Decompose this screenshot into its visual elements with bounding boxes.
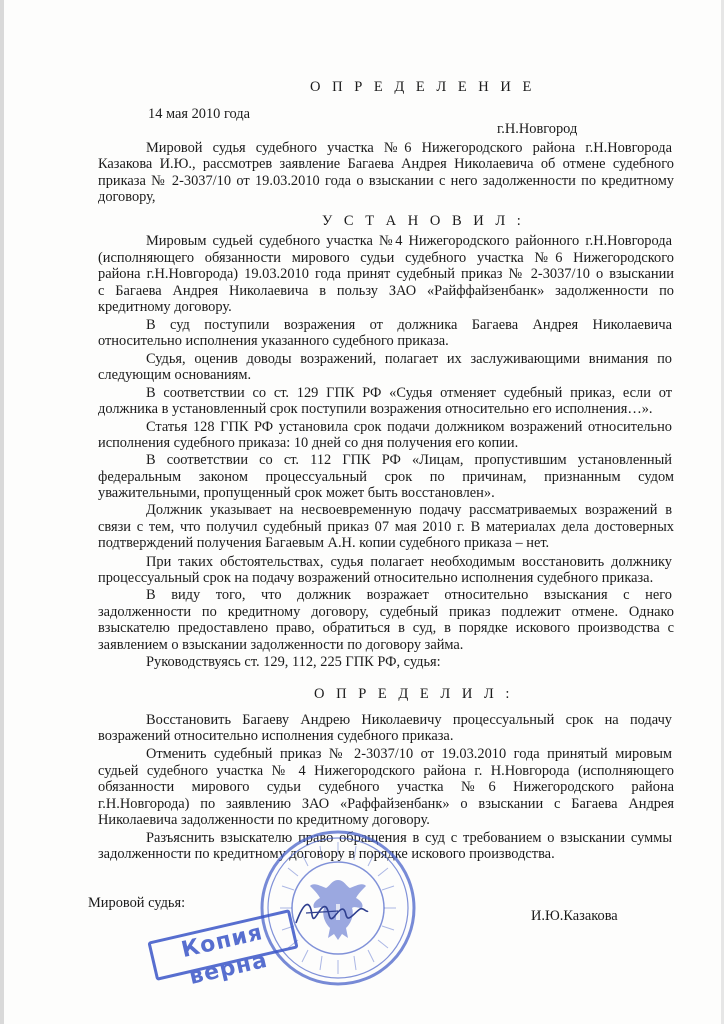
intro-line: Казакова И.Ю., рассмотрев заявление Багаева Андрея Николаевича об отмене судебного <box>98 156 674 172</box>
established-line: Судья, оценив доводы возражений, полагает их заслуживающими внимания по <box>146 351 672 367</box>
established-line: следующим основаниям. <box>98 367 252 383</box>
established-line: В виду того, что должник возражает относительно взыскания с него <box>146 587 672 603</box>
established-line: с Багаева Андрея Николаевича в пользу ЗАО «Райффайзенбанк» задолженности по <box>98 283 674 299</box>
document-date: 14 мая 2010 года <box>148 106 251 122</box>
decided-line: Разъяснить взыскателю право обращения в суд с требованием о взыскании суммы <box>146 830 672 846</box>
document-city: г.Н.Новгород <box>497 121 578 137</box>
decided-line: обязанности мирового судьи судебного участка №6 Нижегородского района <box>98 779 674 795</box>
decided-line: Восстановить Багаеву Андрею Николаевичу процессуальный срок на подачу <box>146 712 672 728</box>
scan-edge-left <box>0 0 4 1024</box>
established-line: В соответствии со ст. 112 ГПК РФ «Лицам, пропустившим установленный <box>146 452 672 468</box>
established-line: должника в установленный срок поступили возражения относительно его исполнения…». <box>98 401 653 417</box>
established-line: заявлением о взыскании задолженности по договору займа. <box>98 637 464 653</box>
established-line: района г.Н.Новгорода) 19.03.2010 года принят судебный приказ № 2-3037/10 о взыскании <box>98 266 674 282</box>
copy-certified-stamp: Копия верна <box>147 909 298 981</box>
established-line: При таких обстоятельствах, судья полагает необходимым восстановить должнику <box>146 554 672 570</box>
intro-line: приказа № 2-3037/10 от 19.03.2010 года о взыскании с него задолженности по кредитному <box>98 173 674 189</box>
established-line: (исполняющего обязанности мирового судьи судебного участка №6 Нижегородского <box>98 250 674 266</box>
decided-heading: О П Р Е Д Е Л И Л : <box>314 686 514 702</box>
established-line: процессуальный срок на подачу возражений относительно исполнения судебного приказа. <box>98 570 654 586</box>
signature-label: Мировой судья: <box>88 895 186 911</box>
established-line: кредитному договору. <box>98 299 232 315</box>
established-line: связи с тем, что получил судебный приказ 07 мая 2010 г. В материалах дела достоверных <box>98 519 674 535</box>
established-line: уважительными, пропущенный срок может быть восстановлен». <box>98 485 495 501</box>
intro-line: договору, <box>98 189 156 205</box>
decided-line: судьей судебного участка № 4 Нижегородского района г. Н.Новгорода (исполняющего <box>98 763 674 779</box>
decided-line: Отменить судебный приказ № 2-3037/10 от 19.03.2010 года принятый мировым <box>146 746 672 762</box>
established-line: Статья 128 ГПК РФ установила срок подачи должником возражений относительно <box>146 419 672 435</box>
decided-line: Николаевича задолженности по кредитному договору. <box>98 812 430 828</box>
established-line: взыскателю предоставлено право, обратиться в суд, в порядке искового производства с <box>98 620 674 636</box>
signatory-name: И.Ю.Казакова <box>531 908 618 924</box>
decided-line: возражений относительно исполнения судебного приказа. <box>98 728 454 744</box>
established-line: исполнения судебного приказа: 10 дней со дня получения его копии. <box>98 435 519 451</box>
established-line: относительно исполнения указанного судебного приказа. <box>98 333 449 349</box>
document-title: О П Р Е Д Е Л Е Н И Е <box>310 79 536 95</box>
established-line: подтверждений получения Багаевым А.Н. копии судебного приказа – нет. <box>98 535 550 551</box>
decided-line: задолженности по кредитному договору в порядке искового производства. <box>98 846 555 862</box>
established-line: федеральным законом процессуальный срок по причинам, признанным судом <box>98 469 674 485</box>
established-line: Руководствуясь ст. 129, 112, 225 ГПК РФ, судья: <box>146 654 441 670</box>
established-line: Должник указывает на несвоевременную подачу рассматриваемых возражений в <box>146 502 672 518</box>
established-line: В суд поступили возражения от должника Багаева Андрея Николаевича <box>146 317 672 333</box>
handwritten-signature-icon <box>292 893 372 933</box>
established-line: Мировым судьей судебного участка №4 Нижегородского районного г.Н.Новгорода <box>146 233 672 249</box>
established-line: В соответствии со ст. 129 ГПК РФ «Судья отменяет судебный приказ, если от <box>146 385 672 401</box>
established-line: задолженности по кредитному договору, судебный приказ подлежит отмене. Однако <box>98 604 674 620</box>
intro-line: Мировой судья судебного участка №6 Нижегородского района г.Н.Новгорода <box>146 140 672 156</box>
decided-line: г.Н.Новгорода) по заявлению ЗАО «Раффайзенбанк» о взыскании с Багаева Андрея <box>98 796 674 812</box>
established-heading: У С Т А Н О В И Л : <box>322 213 525 229</box>
